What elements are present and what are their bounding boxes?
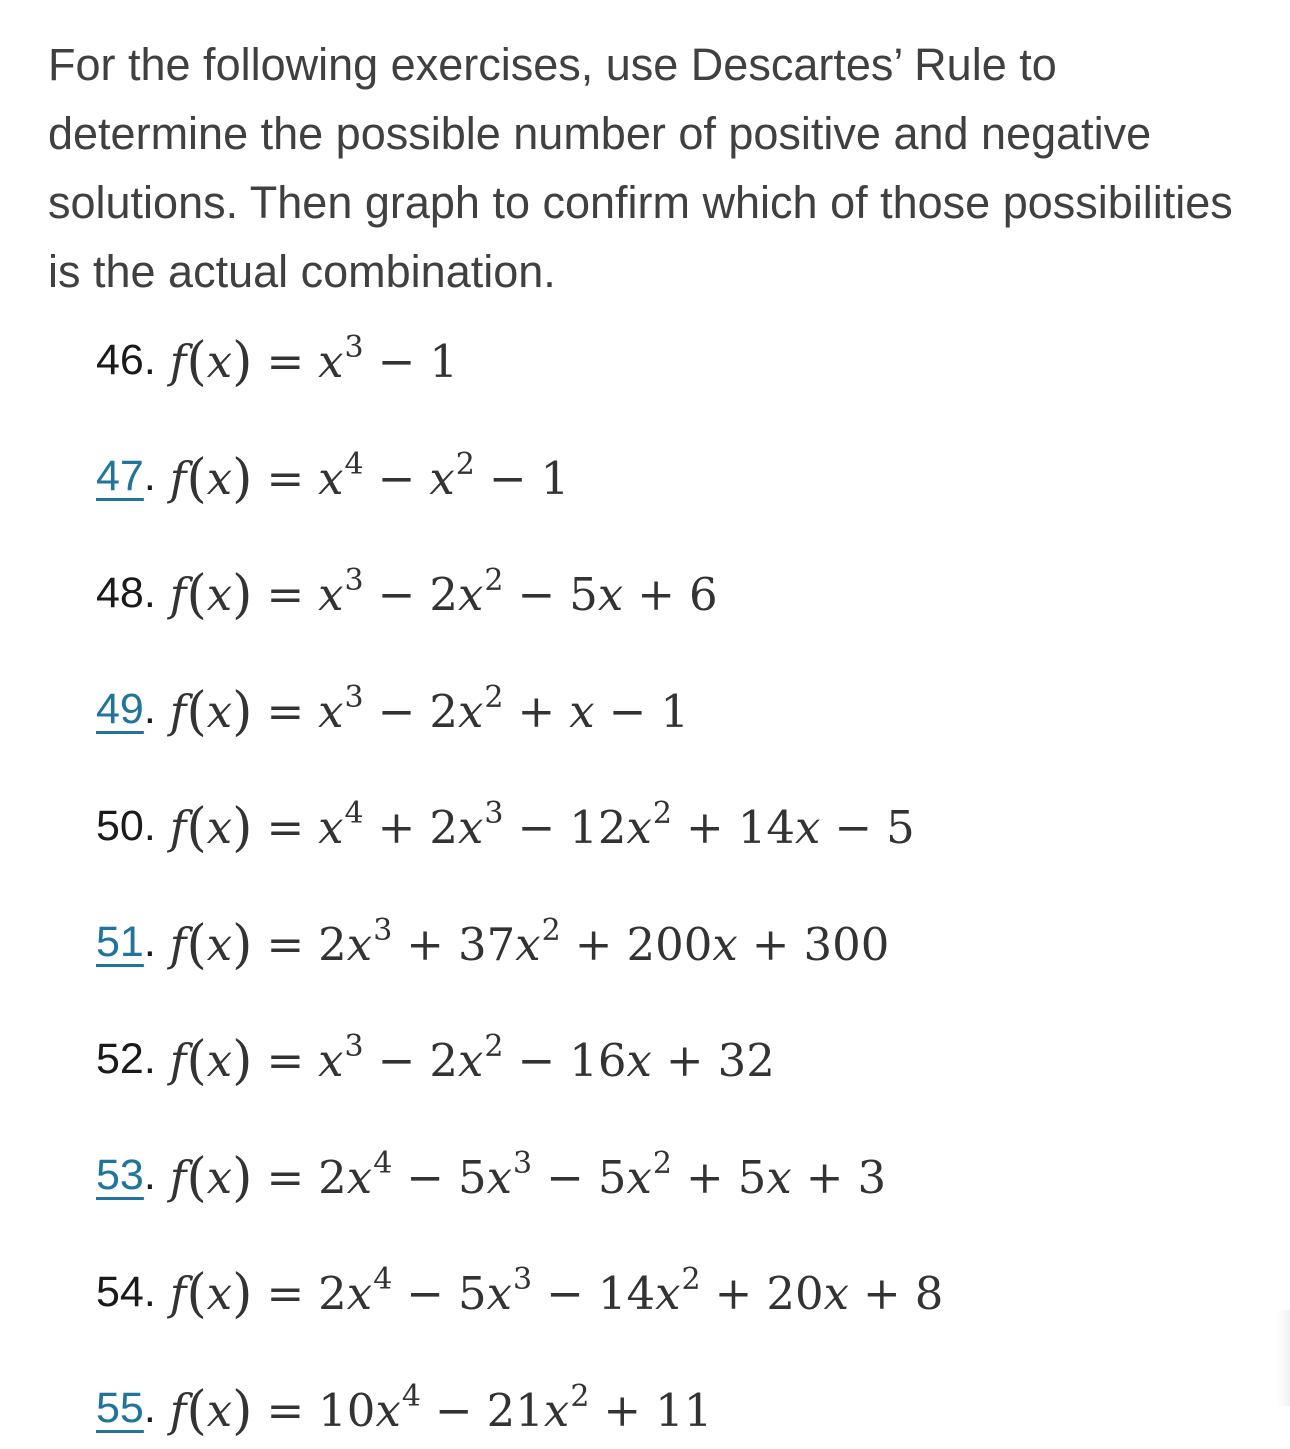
exercise-number: 52 — [96, 1034, 144, 1083]
exercise-number[interactable] — [96, 685, 144, 733]
exercise-item — [96, 1019, 775, 1099]
function-equation: $f(x) = x^3 - 2x^2 - 16x + 32$ — [169, 1029, 775, 1091]
exercise-number-dot: . — [143, 918, 156, 966]
function-equation: $f(x) = x^3 - 1$ — [169, 330, 458, 392]
function-equation: $f(x) = x^4 + 2x^3 - 12x^2 + 14x - 5$ — [169, 796, 915, 858]
equation-rhs: $x^3 - 1$ — [318, 330, 458, 388]
equation-rhs: $x^3 - 2x^2 + x - 1$ — [318, 679, 689, 738]
exercise-number[interactable] — [96, 918, 144, 966]
exercise-number: 46 — [96, 335, 144, 384]
function-equation: $f(x) = 10x^4 - 21x^2 + 11$ — [169, 1378, 713, 1441]
exercise-number-dot: . — [143, 335, 156, 384]
exercise-number[interactable] — [96, 1151, 144, 1199]
answer-link[interactable]: 51 — [96, 918, 144, 966]
function-equation: $f(x) = x^4 - x^2 - 1$ — [169, 446, 570, 509]
exercise-item — [96, 320, 458, 400]
exercise-number: 50 — [96, 801, 144, 850]
exercise-number[interactable] — [96, 1384, 144, 1432]
exercise-item — [96, 786, 915, 866]
exercise-item — [96, 1136, 886, 1216]
exercise-number: 54 — [96, 1267, 144, 1316]
exercise-number-dot: . — [143, 568, 156, 617]
equation-rhs: $2x^3 + 37x^2 + 200x + 300$ — [318, 912, 890, 971]
page-edge-shadow — [1276, 1310, 1290, 1406]
exercise-item — [96, 903, 889, 983]
equation-rhs: $x^4 - x^2 - 1$ — [318, 446, 570, 505]
instructions-paragraph: For the following exercises, use Descartes’ Rule to determine the possible number of positive and negative solutions. Then graph to confirm which of those possibilities is the actual combination. — [48, 39, 1233, 297]
equation-rhs: $2x^4 - 5x^3 - 5x^2 + 5x + 3$ — [318, 1145, 887, 1204]
equation-rhs: $x^3 - 2x^2 - 16x + 32$ — [318, 1029, 775, 1087]
exercise-number-dot: . — [143, 1384, 156, 1432]
answer-link[interactable]: 49 — [96, 685, 144, 733]
function-equation: $f(x) = 2x^4 - 5x^3 - 14x^2 + 20x + 8$ — [169, 1262, 944, 1324]
exercise-number-dot: . — [143, 801, 156, 850]
function-equation: $f(x) = 2x^3 + 37x^2 + 200x + 300$ — [169, 912, 890, 975]
equation-rhs: $x^3 - 2x^2 - 5x + 6$ — [318, 563, 718, 621]
function-equation: $f(x) = 2x^4 - 5x^3 - 5x^2 + 5x + 3$ — [169, 1145, 887, 1208]
exercise-number[interactable] — [96, 452, 144, 500]
exercise-number-dot: . — [143, 1151, 156, 1199]
exercise-number-dot: . — [143, 1267, 156, 1316]
exercise-number: 48 — [96, 568, 144, 617]
answer-link[interactable]: 55 — [96, 1384, 144, 1432]
answer-link[interactable]: 53 — [96, 1151, 144, 1199]
equation-rhs: $10x^4 - 21x^2 + 11$ — [318, 1378, 713, 1437]
exercise-item — [96, 553, 718, 633]
exercise-item — [96, 437, 569, 517]
exercise-number-dot: . — [143, 452, 156, 500]
equation-rhs: $x^4 + 2x^3 - 12x^2 + 14x - 5$ — [318, 796, 915, 854]
exercise-number-dot: . — [143, 685, 156, 733]
exercise-item — [96, 1369, 712, 1449]
equation-rhs: $2x^4 - 5x^3 - 14x^2 + 20x + 8$ — [318, 1262, 944, 1320]
exercise-item — [96, 670, 689, 750]
function-equation: $f(x) = x^3 - 2x^2 + x - 1$ — [169, 679, 689, 742]
exercise-number-dot: . — [143, 1034, 156, 1083]
answer-link[interactable]: 47 — [96, 452, 144, 500]
function-equation: $f(x) = x^3 - 2x^2 - 5x + 6$ — [169, 563, 718, 625]
exercise-item — [96, 1252, 943, 1332]
